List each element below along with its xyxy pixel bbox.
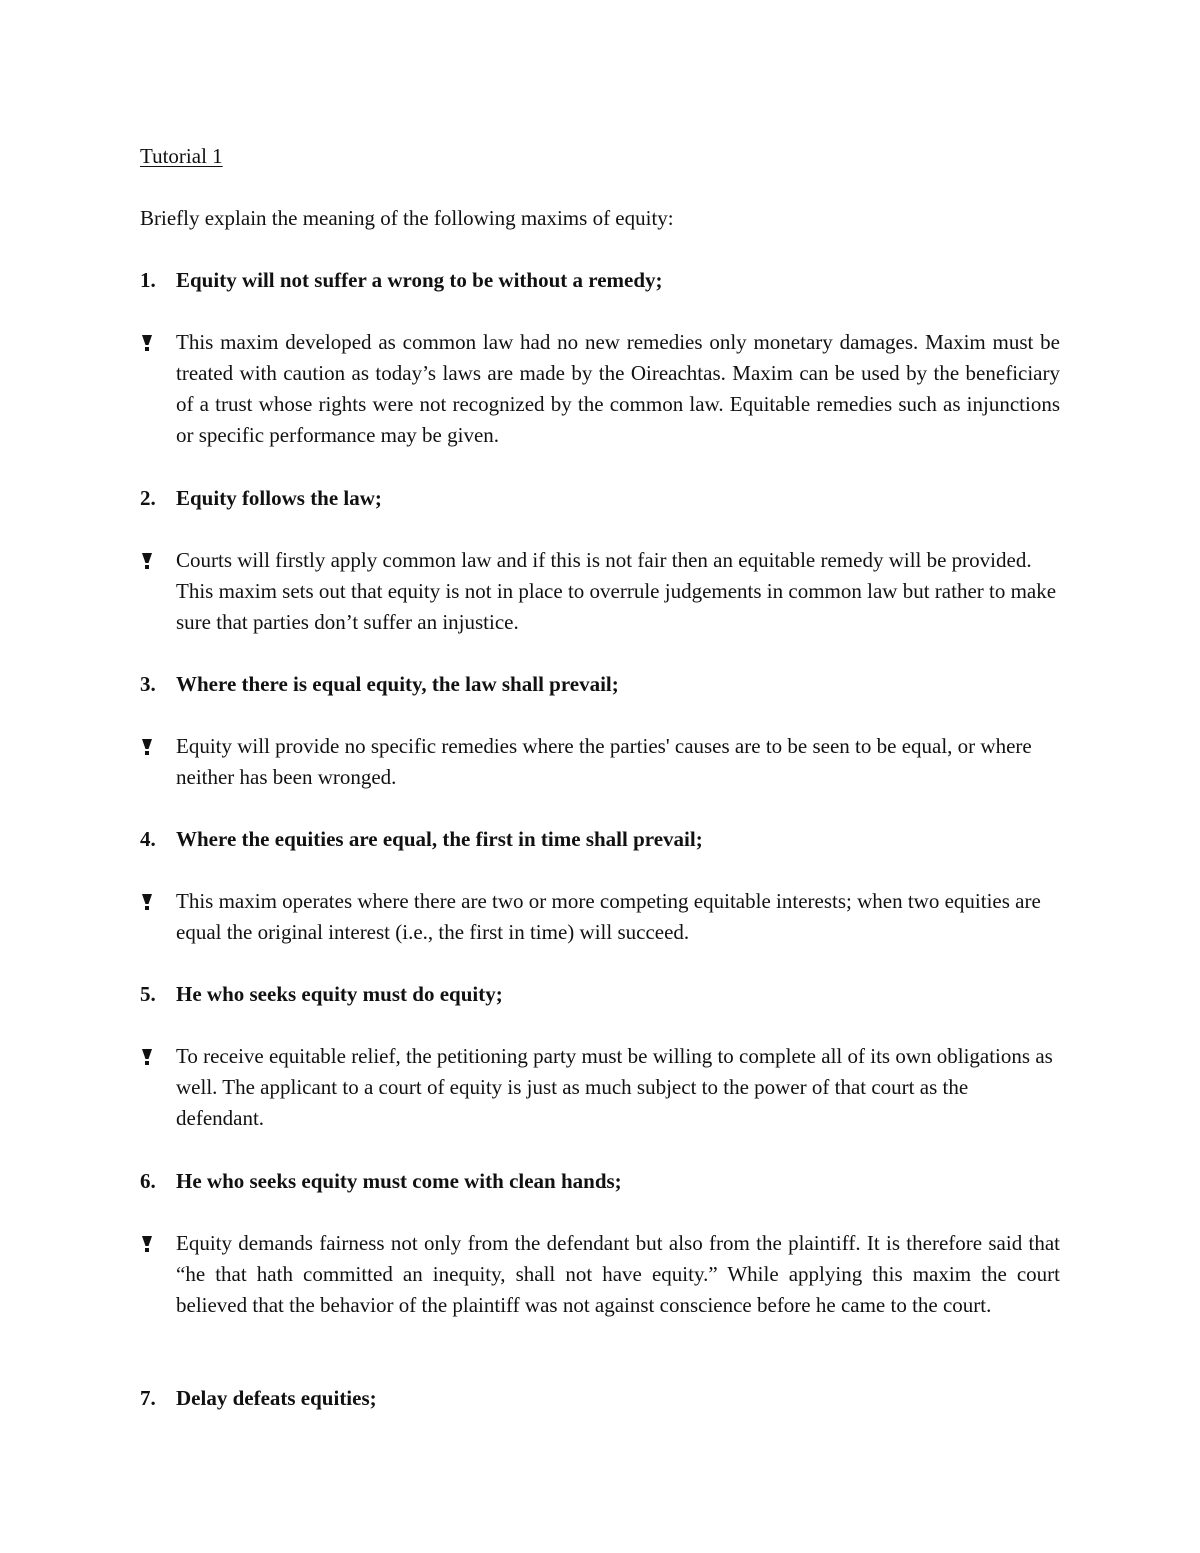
maxim-explanation-6	[140, 1228, 1060, 1321]
exclamation-bullet-icon	[140, 886, 176, 948]
exclamation-bullet-icon	[140, 1228, 176, 1321]
maxim-number: 1.	[140, 268, 156, 292]
maxim-title: He who seeks equity must come with clean hands;	[176, 1169, 622, 1193]
explanation-text: This maxim developed as common law had no new remedies only monetary damages. Maxim must be treated with caution as today’s laws are made by the Oireachtas. Maxim can be used by the beneficiary of a trust whose rights were not recognized by the common law. Equitable remedies such as injunctions or specific performance may be given.	[176, 330, 1060, 447]
maxim-heading-3	[140, 669, 1060, 700]
maxim-title: Equity follows the law;	[176, 486, 382, 510]
maxim-number: 4.	[140, 827, 156, 851]
maxim-explanation-2	[140, 545, 1060, 638]
explanation-text: Equity demands fairness not only from the defendant but also from the plaintiff. It is therefore said that “he that hath committed an inequity, shall not have equity.” While applying this maxim the court believed that the behavior of the plaintiff was not against conscience before he came to the court.	[176, 1231, 1060, 1317]
maxim-title: He who seeks equity must do equity;	[176, 982, 503, 1006]
document-title: Tutorial 1	[140, 144, 223, 168]
intro-text: Briefly explain the meaning of the following maxims of equity:	[140, 206, 674, 230]
maxim-number: 3.	[140, 672, 156, 696]
explanation-text: This maxim operates where there are two or more competing equitable interests; when two equities are equal the original interest (i.e., the first in time) will succeed.	[176, 889, 1041, 944]
exclamation-bullet-icon	[140, 545, 176, 638]
maxim-title: Where the equities are equal, the first in time shall prevail;	[176, 827, 703, 851]
maxim-heading-1	[140, 265, 1060, 296]
exclamation-bullet-icon	[140, 731, 176, 793]
maxim-heading-6	[140, 1166, 1060, 1197]
maxim-explanation-5	[140, 1041, 1060, 1134]
explanation-text: To receive equitable relief, the petitioning party must be willing to complete all of its own obligations as well. The applicant to a court of equity is just as much subject to the power of that court as the defendant.	[176, 1044, 1053, 1130]
maxim-heading-4	[140, 824, 1060, 855]
maxim-heading-7	[140, 1383, 1060, 1414]
maxim-explanation-1	[140, 327, 1060, 451]
maxim-number: 2.	[140, 486, 156, 510]
maxim-number: 7.	[140, 1386, 156, 1410]
maxim-heading-5	[140, 979, 1060, 1010]
maxim-heading-2	[140, 483, 1060, 514]
maxim-number: 5.	[140, 982, 156, 1006]
exclamation-bullet-icon	[140, 327, 176, 451]
maxim-title: Equity will not suffer a wrong to be without a remedy;	[176, 268, 663, 292]
exclamation-bullet-icon	[140, 1041, 176, 1134]
maxim-title: Where there is equal equity, the law shall prevail;	[176, 672, 619, 696]
maxim-number: 6.	[140, 1169, 156, 1193]
maxim-explanation-3	[140, 731, 1060, 793]
maxim-title: Delay defeats equities;	[176, 1386, 377, 1410]
explanation-text: Equity will provide no specific remedies where the parties' causes are to be seen to be equal, or where neither has been wronged.	[176, 734, 1032, 789]
maxim-explanation-4	[140, 886, 1060, 948]
explanation-text: Courts will firstly apply common law and if this is not fair then an equitable remedy will be provided. This maxim sets out that equity is not in place to overrule judgements in common law but rather to make sure that parties don’t suffer an injustice.	[176, 548, 1057, 634]
